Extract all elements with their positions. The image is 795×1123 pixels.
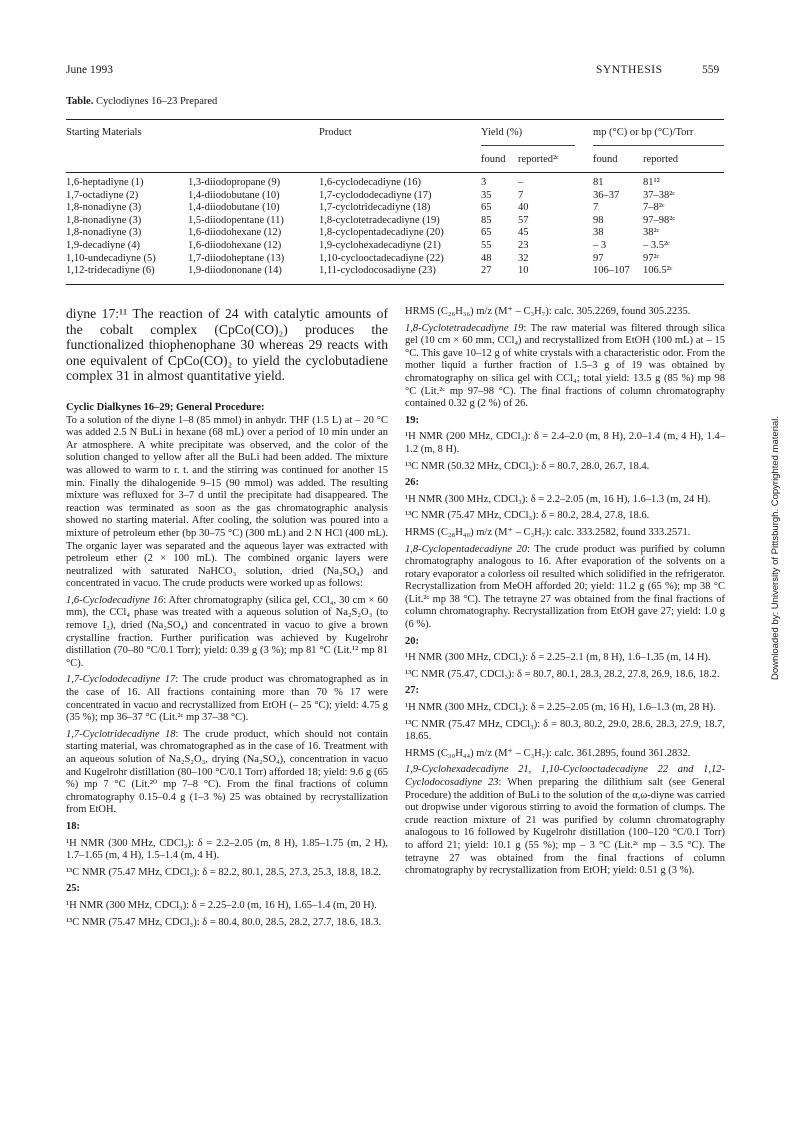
- compound-25-label: 25:: [66, 883, 80, 895]
- procedure-19: [405, 323, 725, 411]
- table-cell: 65: [481, 202, 492, 214]
- table-row: [66, 227, 724, 240]
- table-cell: 1,10-undecadiyne (5): [66, 252, 156, 264]
- table-cell: 1,9-decadiyne (4): [66, 239, 141, 251]
- compound-18-cnmr: ¹³C NMR (75.47 MHz, CDCl₃): δ = 82.2, 80.1, 28.5, 27.3, 25.3, 18.8, 18.2.: [66, 866, 382, 878]
- compound-25-hnmr: ¹H NMR (300 MHz, CDCl₃): δ = 2.25–2.0 (m, 16 H), 1.65–1.4 (m, 20 H).: [66, 899, 377, 911]
- table-row: [66, 253, 724, 266]
- download-notice: [770, 300, 784, 680]
- table-cell: 55: [481, 239, 492, 251]
- table-cell: 1,9-diiodononane (14): [188, 265, 282, 277]
- compound-17-name: 1,7-Cyclododecadiyne 17: [66, 674, 176, 686]
- table-cell: 45: [518, 227, 529, 239]
- compound-26-label: 26:: [405, 477, 419, 489]
- table-cell: 1,7-diiodoheptane (13): [188, 252, 285, 264]
- compound-19-cnmr: ¹³C NMR (50.32 MHz, CDCl₃): δ = 80.7, 28.0, 26.7, 18.4.: [405, 460, 650, 472]
- table-title: [66, 96, 217, 107]
- compound-20-label: 20:: [405, 635, 419, 647]
- table-cell: 57: [518, 214, 529, 226]
- header-page-number: 559: [702, 64, 720, 76]
- table-cell: 48: [481, 252, 492, 264]
- compound-20-cnmr: ¹³C NMR (75.47, CDCl₃): δ = 80.7, 80.1, 28.3, 28.2, 27.8, 26.9, 18.6, 18.2.: [405, 668, 720, 680]
- procedure-17: [66, 674, 388, 724]
- table-cell: 7: [593, 202, 599, 214]
- yield-sub-rule: [481, 145, 575, 146]
- table-cell: –: [518, 177, 524, 188]
- compound-27-label: 27:: [405, 685, 419, 697]
- compound-18-hnmr: ¹H NMR (300 MHz, CDCl₃): δ = 2.2–2.05 (m, 8 H), 1.85–1.75 (m, 2 H), 1.7–1.65 (m, 4 H), 1.5–1.4 (m, 4 H).: [66, 837, 388, 862]
- col-mp-reported: reported: [643, 154, 678, 165]
- procedure-18: [66, 729, 388, 817]
- compound-25-cnmr: ¹³C NMR (75.47 MHz, CDCl₃): δ = 80.4, 80.0, 28.5, 28.2, 27.7, 18.6, 18.3.: [66, 916, 382, 928]
- procedure-17-text: : The crude product was chromatographed as in the case of 16. All fractions containing more than 70 % 17 were concentrated in vacuo and recrystallized from EtOH (– 25 °C); yield: 4.75 g (35 %); mp 36–37 °C (Lit.²ᶜ mp 37–38 °C).: [66, 674, 389, 724]
- table-cell: 1,9-cyclohexadecadiyne (21): [319, 239, 441, 251]
- col-yield-reported: reported²ᶜ: [518, 154, 559, 165]
- compound-27-cnmr: ¹³C NMR (75.47 MHz, CDCl₃): δ = 80.3, 80.2, 29.0, 28.6, 28.3, 27.9, 18.7, 18.65.: [405, 718, 725, 743]
- table-cell: 1,7-octadiyne (2): [66, 189, 139, 201]
- compound-16-name: 1,6-Cyclodecadiyne 16: [66, 594, 164, 606]
- table-cell: 10: [518, 265, 529, 277]
- compound-26-cnmr: ¹³C NMR (75.47 MHz, CDCl₃): δ = 80.2, 28.4, 27.8, 18.6.: [405, 510, 650, 522]
- compound-20-name: 1,8-Cyclopentadecadiyne 20: [405, 543, 528, 555]
- table-cell: 1,8-nonadiyne (3): [66, 202, 142, 214]
- table-header-rule: [66, 172, 724, 173]
- table-row: [66, 240, 724, 253]
- hrms-1: HRMS (C₂₆H₃₆) m/z (M⁺ – C₃H₇): calc. 305.2269, found 305.2235.: [405, 306, 691, 317]
- procedure-20-text: : The crude product was purified by column chromatography analogous to 16. After evaporation of the solvents on a rotary evaporator a colorless oil resulted which solidified in the refrigerator. Recrystallization from MeOH afforded 20; yield: 11.2 g (65 %); mp 38 °C (Lit.²ᶜ mp 38 °C). The tetrayne 27 was obtained from the final fractions of column chromatography. Recrystallization from EtOH gave 27; yield: 1.0 g (6 %).: [405, 543, 725, 631]
- table-top-rule: [66, 119, 724, 120]
- table-cell: 1,6-diiodohexane (12): [188, 239, 282, 251]
- table-cell: 1,6-cyclodecadiyne (16): [319, 177, 422, 188]
- table-title-text: Cyclodiynes 16–23 Prepared: [93, 96, 218, 107]
- table-cell: 106–107: [593, 265, 630, 277]
- table-row: [66, 202, 724, 215]
- table-cell: 1,3-diiodopropane (9): [188, 177, 281, 188]
- col-yield: Yield (%): [481, 127, 523, 138]
- hrms-2: HRMS (C₂₈H₄₀) m/z (M⁺ – C₃H₇): calc. 333.2582, found 333.2571.: [405, 526, 691, 538]
- table-cell: 1,8-nonadiyne (3): [66, 227, 142, 239]
- compound-18-name: 1,7-Cyclotridecadiyne 18: [66, 728, 176, 740]
- table-cell: 1,4-diiodobutane (10): [188, 189, 280, 201]
- table-cell: 35: [481, 189, 492, 201]
- download-notice-text: Downloaded by: University of Pittsburgh. Copyrighted material.: [770, 415, 781, 680]
- col-product: Product: [319, 127, 352, 138]
- procedure-19-text: : The raw material was filtered through silica gel (10 cm × 60 mm, CCl₄) and recrystallized from EtOH (100 mL) at – 15 °C. This gave 10–12 g of white crystals with a characteristic odor. From the mother liquid a further fraction of 1.5–3 g of 19 was obtained by chromatography on silica gel with CCl₄; total yield: 13.5 g (85 %) mp 98 °C (Lit.²ᶜ mp 97–98 °C). The final fractions of column chromatography contained 0.32 g (2 %) of 26.: [405, 322, 725, 410]
- table-row: [66, 177, 724, 190]
- table-cell: 1,6-diiodohexane (12): [188, 227, 282, 239]
- table-cell: 1,5-diiodopentane (11): [188, 214, 284, 226]
- header-date: June 1993: [66, 64, 113, 76]
- right-column: [405, 306, 725, 878]
- table-cell: 3: [481, 177, 487, 188]
- table-cell: 85: [481, 214, 492, 226]
- compound-20-hnmr: ¹H NMR (300 MHz, CDCl₃): δ = 2.25–2.1 (m, 8 H), 1.6–1.35 (m, 14 H).: [405, 652, 711, 664]
- table-cell: 23: [518, 239, 529, 251]
- hrms-3: HRMS (C₃₀H₄₄) m/z (M⁺ – C₃H₇): calc. 361.2895, found 361.2832.: [405, 747, 691, 759]
- table-cell: 1,6-heptadiyne (1): [66, 177, 144, 188]
- left-column: [66, 306, 388, 929]
- table-title-label: Table.: [66, 96, 94, 107]
- procedure-18-text: : The crude product, which should not contain starting material, was chromatographed as in the case of 16. Treatment with an aqueous solution of Na₂S₂O₃, drying (Na₂SO₄), concentration in vacuo and Kugelrohr distillation (80–100 °C/0.1 Torr) afforded 18; yield: 9.6 g (65 %) mp 7 °C (Lit.²⁰ mp 7–8 °C). From the final fractions of column chromatography 0.15–0.4 g (1–3 %) 25 was obtained by recrystallization from EtOH.: [66, 728, 388, 816]
- table-cell: 37–38²ᶜ: [643, 189, 676, 201]
- table-cell: 38: [593, 227, 604, 239]
- col-yield-found: found: [481, 154, 506, 165]
- cyclodiyne-table: [66, 177, 724, 278]
- table-cell: 1,8-nonadiyne (3): [66, 214, 142, 226]
- table-cell: 1,4-diiodobutane (10): [188, 202, 280, 214]
- table-cell: 36–37: [593, 189, 620, 201]
- compound-21-22-23-name: 1,9-Cyclohexadecadiyne 21, 1,10-Cyclooctadecadiyne 22 and 1,12-Cyclodocosadiyne 23: [405, 764, 725, 788]
- col-mp-bp: mp (°C) or bp (°C)/Torr: [593, 127, 694, 138]
- general-procedure-heading: Cyclic Dialkynes 16–29; General Procedure:: [66, 401, 265, 413]
- table-cell: 98: [593, 214, 604, 226]
- procedure-20: [405, 544, 725, 632]
- table-cell: 65: [481, 227, 492, 239]
- table-cell: 1,7-cyclotridecadiyne (18): [319, 202, 431, 214]
- compound-19-name: 1,8-Cyclotetradecadiyne 19: [405, 322, 524, 334]
- table-cell: 97²ᶜ: [643, 252, 660, 264]
- mp-sub-rule: [593, 145, 724, 146]
- procedure-16-text: : After chromatography (silica gel, CCl₄, 30 cm × 60 mm), the CCl₄ phase was treated with a aqueous solution of Na₂S₂O₃ (to remove I₂), dried (Na₂SO₄) and concentrated in vacuo to give a brown crystalline fraction. Further purification was achieved by Kugelrohr distillation (70–80 °C/0.1 Torr); yield: 0.39 g (3 %); mp 81 °C (Lit.¹² mp 81 °C).: [66, 594, 388, 669]
- col-starting-materials: Starting Materials: [66, 127, 142, 138]
- procedure-21-22-23-text: : When preparing the dilithium salt (see General Procedure) the addition of BuLi to the solution of the α,ω-diyne was carried out dropwise under vigorous stirring to avoid the formation of clumps. The crude reaction mixture of 21 was purified by column chromatography analogous to 16 followed by Kugelrohr distillation (100–120 °C/0.1 Torr) to afford 21; yield: 10.1 g (55 %); mp – 3 °C (Lit.²ᶜ mp – 3.5 °C). The tetrayne 27 was obtained from the final fractions of column chromatography by recrystallization from EtOH; yield: 0.51 g (3 %).: [405, 777, 725, 877]
- compound-18-label: 18:: [66, 820, 80, 832]
- table-cell: 40: [518, 202, 529, 214]
- table-cell: 81: [593, 177, 604, 188]
- table-cell: 1,12-tridecadiyne (6): [66, 265, 155, 277]
- table-cell: 106.5²ᶜ: [643, 265, 673, 277]
- table-bottom-rule: [66, 284, 724, 285]
- table-cell: 81¹²: [643, 177, 660, 188]
- procedure-16: [66, 595, 388, 671]
- compound-19-label: 19:: [405, 414, 419, 426]
- table-cell: 97–98²ᶜ: [643, 214, 676, 226]
- table-cell: 1,8-cyclotetradecadiyne (19): [319, 214, 440, 226]
- table-cell: 32: [518, 252, 529, 264]
- table-cell: – 3: [593, 239, 607, 251]
- compound-19-hnmr: ¹H NMR (200 MHz, CDCl₃): δ = 2.4–2.0 (m, 8 H), 2.0–1.4 (m, 4 H), 1.4–1.2 (m, 8 H).: [405, 431, 725, 455]
- col-mp-found: found: [593, 154, 618, 165]
- table-cell: 38²ᶜ: [643, 227, 660, 239]
- table-row: [66, 215, 724, 228]
- table-cell: 7–8²ᶜ: [643, 202, 665, 214]
- table-cell: 1,7-cyclododecadiyne (17): [319, 189, 432, 201]
- table-cell: – 3.5²ᶜ: [643, 239, 670, 251]
- compound-27-hnmr: ¹H NMR (300 MHz, CDCl₃): δ = 2.25–2.05 (m, 16 H), 1.6–1.3 (m, 28 H).: [405, 702, 716, 714]
- table-cell: 1,10-cyclooctadecadiyne (22): [319, 252, 444, 264]
- table-cell: 1,11-cyclodocosadiyne (23): [319, 265, 436, 277]
- intro-paragraph: diyne 17:¹¹ The reaction of 24 with catalytic amounts of the cobalt complex (CpCo(CO)₂) produces the functionalized thiophenophane 30 whereas 29 reacts with one equivalent of CpCo(CO)₂ to yield the cyclobutadiene complex 31 in almost quantitative yield.: [66, 306, 388, 384]
- table-row: [66, 265, 724, 278]
- table-cell: 97: [593, 252, 604, 264]
- table-cell: 27: [481, 265, 492, 277]
- general-procedure-text: To a solution of the diyne 1–8 (85 mmol) in anhydr. THF (1.5 L) at – 20 °C was added 2.5 N BuLi in hexane (68 mL) over a period of 10 min under an Ar atmosphere. A white precipitate was observed, and the color of the solution changed to yellow after all the BuLi had been added. The mixture was allowed to warm to r. t. and the stirring was continued for another 15 min. Finally the dihalogenide 9–15 (90 mmol) was added. The resulting mixture was refluxed for 3–7 d until the precipitate had disappeared. The reaction was terminated as soon as the gas chromatographic analysis showed no starting material. After cooling, the solution was poured into a mixture of petroleum ether (bp 30–75 °C) (300 mL) and 2 N HCl (400 mL). The organic layer was separated and the aqueous layer was extracted with petroleum ether (2 × 100 mL). The combined organic layers were neutralized with saturated NaHCO₃ solution, dried (Na₂SO₄) and concentrated in vacuo. The crude products were worked up as follows:: [66, 414, 388, 590]
- header-journal: SYNTHESIS: [596, 64, 663, 76]
- compound-26-hnmr: ¹H NMR (300 MHz, CDCl₃): δ = 2.2–2.05 (m, 16 H), 1.6–1.3 (m, 24 H).: [405, 493, 711, 505]
- table-row: [66, 190, 724, 203]
- table-cell: 1,8-cyclopentadecadiyne (20): [319, 227, 444, 239]
- procedure-21-22-23: [405, 764, 725, 877]
- table-cell: 7: [518, 189, 524, 201]
